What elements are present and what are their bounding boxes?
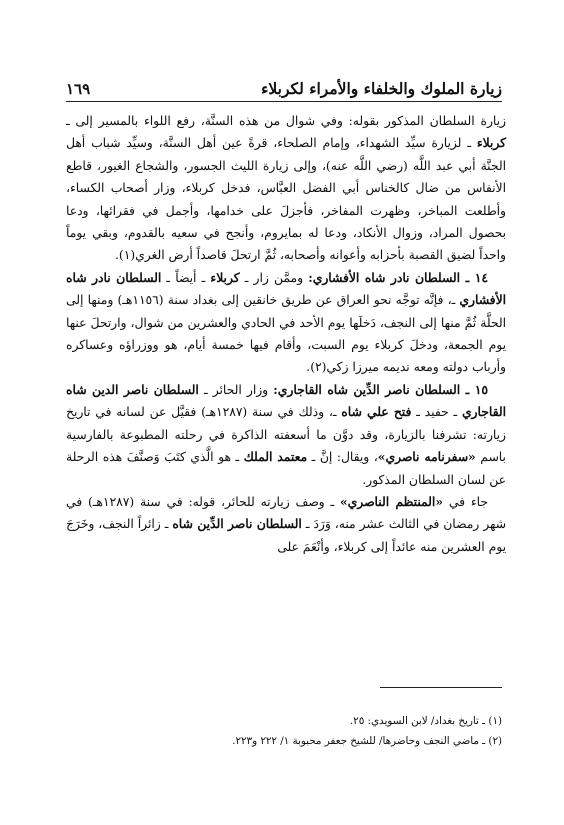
paragraph bbox=[66, 491, 506, 558]
text-run: وزار الحائر ـ bbox=[198, 382, 274, 397]
text-run: ـ، وذلك في سنة (١٢٨٧هـ) فقيَّل عن لسانه في تاريخ زيارته: تشرفنا بالزيارة، وقد دوَّن ما أسعفته الذاكرة في رحلته المطبوعة بالفارسية باسم bbox=[66, 405, 506, 465]
text-run: ـ هو الَّذي كتَبَ وَصنَّفَ هذه الرحلة عن لسان السلطان المذكور. bbox=[66, 450, 506, 487]
page-number: ١٦٩ bbox=[66, 80, 91, 98]
emphasis-run: كربلاء bbox=[476, 135, 506, 151]
emphasis-run: «المنتظم الناصري» bbox=[339, 493, 444, 509]
text-run: جاء في bbox=[443, 494, 489, 509]
text-run: ـ وصف زيارته للحائر، قوله: في سنة (١٢٨٧هـ) في شهر رمضان في الثالث عشر منه، وَرَدَ ـ bbox=[66, 494, 506, 532]
emphasis-run: السلطان ناصر الدِّين شاه bbox=[172, 516, 302, 532]
section-heading: ١٤ ـ السلطان نادر شاه الأفشاري: bbox=[308, 269, 489, 285]
footnote-rule bbox=[380, 687, 502, 688]
emphasis-run: السلطان نادر شاه الأفشاري bbox=[66, 269, 506, 308]
text-run: ـ زائراً النجف، وخَرَجَ يوم العشرين منه عائداً إلى كربلاء، وأنْعَمَ على bbox=[66, 517, 506, 554]
emphasis-run: «سفرنامه ناصري» bbox=[377, 449, 476, 465]
footnote: (٢) ـ ماضي النجف وحاضرها/ للشيخ جعفر محبوبة ١/ ٢٢٢ و٢٢٣. bbox=[232, 735, 502, 747]
footnotes bbox=[66, 711, 502, 751]
text-run: ـ حفيد ـ bbox=[411, 405, 462, 420]
text-run: ـ أيضاً ـ bbox=[161, 270, 211, 285]
text-run: ـ، فإنَّه توجَّه نحو العراق عن طريق خانقين إلى بغداد سنة (١١٥٦هـ) ومنها إلى الحلَّة ثُمَّ منها إلى النجف، دَخلَها يوم الأحد في الحادي والعشرين من شوال، وارتحلَ عنها يوم الجمعة، ودخلَ كربلاء يوم السبت، وأقام فيها خمسة أيام، هو ووزراؤه وعساكره وأرباب دولته ومعه نديمه ميرزا زكي(٢). bbox=[66, 293, 506, 375]
text-run: زيارة السلطان المذكور بقوله: وفي شوال من هذه السنَّة، رفع اللواء بالمسير إلى ـ bbox=[66, 114, 506, 128]
page-header bbox=[66, 70, 502, 98]
footnote: (١) ـ تاريخ بغداد/ لابن السويدي: ٢٥. bbox=[349, 715, 502, 727]
emphasis-run: السلطان ناصر الدين شاه القاجاري bbox=[66, 381, 506, 420]
emphasis-run: فتح علي شاه bbox=[341, 404, 412, 420]
text-run: ، ويقال: إنَّ ـ bbox=[307, 450, 378, 465]
body-text bbox=[66, 110, 506, 558]
emphasis-run: معتمد الملك bbox=[243, 449, 308, 465]
running-title: زيارة الملوك والخلفاء والأمراء لكربلاء bbox=[261, 79, 502, 98]
text-run: ـ لزيارة سيِّد الشهداء، وإمام الصلحاء، قرةً عين أهل السنَّة، وسيِّد شباب أهل الجنَّة أبي عبد اللَّه (رضي اللَّه عنه)، وإلى زيارة الليث الجسور، والشجاع الغيور، قاطع الأنفاس من ضال كالخناس أبي الفضل العبَّاس، فدخل كربلاء، وزار أصحاب الكساء، وأطلعت المباخر، وظهرت المفاخر، فأجزلَ على خدامها، وأجمل في فقرائها، ودعا بحصول المراد، وزوال الأنكاد، ودعا له بمايروم، وأنجح في سعيه بالقدوم، وبقي يوماً واحداً لضيق القصبة بأحزابه وأعوانه وأصحابه، ثُمَّ ارتحلَ قاصداً أرض الغري(١). bbox=[66, 136, 506, 263]
paragraph bbox=[66, 110, 506, 267]
emphasis-run: كربلاء bbox=[210, 269, 240, 285]
header-rule bbox=[66, 101, 502, 102]
paragraph bbox=[66, 267, 506, 379]
section-heading: ١٥ ـ السلطان ناصر الدِّين شاه القاجاري: bbox=[273, 381, 488, 397]
text-run: وممَّن زار ـ bbox=[239, 270, 309, 285]
paragraph bbox=[66, 379, 506, 491]
